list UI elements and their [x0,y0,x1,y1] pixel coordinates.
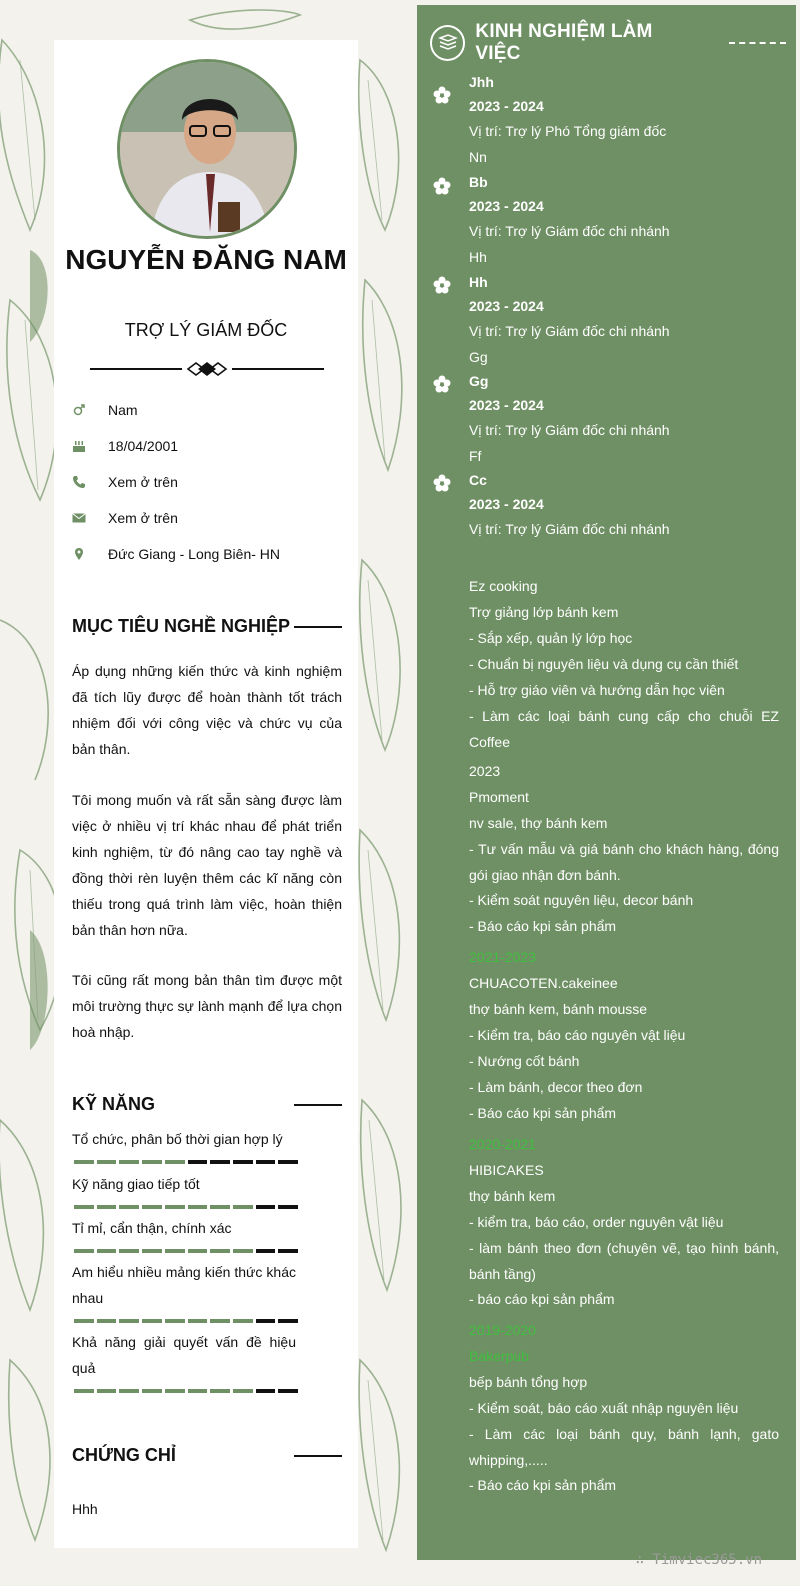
skill-level-bar [74,1160,298,1164]
certificates-heading-line [294,1455,342,1457]
skill-level-segment [74,1319,94,1323]
job-duty: - Hỗ trợ giáo viên và hướng dẫn học viên [469,682,725,698]
skill-name: Kỹ năng giao tiếp tốt [72,1176,200,1192]
skill-level-segment [97,1249,117,1253]
skill-level-segment [210,1160,230,1164]
job-company: CHUACOTEN.cakeinee [469,975,618,991]
certificates-heading [72,1445,342,1466]
job-duty: - báo cáo kpi sản phẩm [469,1291,615,1307]
skill-level-segment [188,1160,208,1164]
skill-level-segment [97,1205,117,1209]
objective-heading [72,616,342,637]
skill-level-segment [119,1319,139,1323]
skill-level-segment [165,1319,185,1323]
job-company: Bakerpub [469,1348,529,1364]
skill-name: Tổ chức, phân bố thời gian hợp lý [72,1131,283,1147]
skill-level-segment [256,1319,276,1323]
skill-level-segment [233,1205,253,1209]
job-year: 2020-2021 [469,1136,536,1152]
avatar [117,59,297,239]
skill-level-segment [256,1249,276,1253]
skills-heading-line [294,1104,342,1106]
skill-level-segment [256,1160,276,1164]
skill-level-segment [165,1160,185,1164]
skills-heading [72,1094,342,1115]
skill-level-segment [74,1249,94,1253]
birthday-cake-icon [72,439,86,453]
skill-level-segment [278,1205,298,1209]
skill-level-bar [74,1205,298,1209]
skill-level-segment [256,1389,276,1393]
job-company: Pmoment [469,789,529,805]
skill-level-segment [188,1319,208,1323]
info-phone: Xem ở trên [108,474,178,490]
skill-level-segment [233,1249,253,1253]
info-address: Đức Giang - Long Biên- HN [108,546,280,562]
job-company: Ez cooking [469,578,538,594]
job-duty: - Báo cáo kpi sản phẩm [469,1105,617,1121]
job-year: 2019-2020 [469,1322,536,1338]
name-divider [90,362,324,376]
flower-bullet-icon [433,86,451,104]
skill-level-segment [278,1160,298,1164]
experience-position: Vị trí: Trợ lý Phó Tổng giám đốc [469,123,667,139]
experience-icon-circle [430,25,465,61]
job-duty: - Kiểm soát nguyên liệu, decor bánh [469,892,694,908]
skill-level-segment [142,1389,162,1393]
skill-level-segment [210,1205,230,1209]
experience-company: Jhh [469,74,494,90]
skill-level-segment [97,1160,117,1164]
skill-level-segment [165,1249,185,1253]
experience-period: 2023 - 2024 [469,98,544,114]
skill-level-segment [74,1205,94,1209]
skill-level-segment [210,1319,230,1323]
phone-icon [72,475,86,489]
envelope-icon [72,511,86,525]
skill-level-segment [165,1205,185,1209]
experience-period: 2023 - 2024 [469,397,544,413]
job-duty: - làm bánh theo đơn (chuyên vẽ, tạo hình bánh, bánh tầng) [469,1240,779,1282]
experience-company: Cc [469,472,487,488]
skill-level-segment [142,1319,162,1323]
experience-period: 2023 - 2024 [469,298,544,314]
job-title: TRỢ LÝ GIÁM ĐỐC [124,320,288,340]
job-role: Trợ giảng lớp bánh kem [469,604,619,620]
skill-level-segment [97,1389,117,1393]
job-duty: - Sắp xếp, quản lý lớp học [469,630,633,646]
job-role: thợ bánh kem, bánh mousse [469,1001,648,1017]
info-row-phone [72,472,178,492]
flower-bullet-icon [433,375,451,393]
info-row-address [72,544,280,564]
experience-note: Nn [469,149,487,165]
skill-level-segment [74,1389,94,1393]
job-duty: - Tư vấn mẫu và giá bánh cho khách hàng, đóng gói giao nhận đơn bánh. [469,841,779,883]
skill-level-segment [210,1389,230,1393]
experience-company: Hh [469,274,488,290]
flower-bullet-icon [433,474,451,492]
certificates-heading-text: CHỨNG CHỈ [72,1445,176,1465]
skill-level-segment [233,1160,253,1164]
experience-note: Ff [469,448,482,464]
watermark: ∴ Timviec365.vn [635,1552,762,1568]
flower-bullet-icon [433,177,451,195]
experience-note: Gg [469,349,488,365]
objective-heading-text: MỤC TIÊU NGHỀ NGHIỆP [72,616,291,636]
experience-position: Vị trí: Trợ lý Giám đốc chi nhánh [469,521,670,537]
objective-paragraph-2: Tôi mong muốn và rất sẵn sàng được làm việc ở nhiều vị trí khác nhau để phát triển kinh nghiệm, từ đó nâng cao tay nghề và đồng thời rèn luyện thêm các kĩ năng còn thiếu trong quá trình làm việc, hoàn thiện bản thân hơn nữa. [72,792,342,938]
job-duty: - Kiểm soát, báo cáo xuất nhập nguyên liệu [469,1400,739,1416]
experience-position: Vị trí: Trợ lý Giám đốc chi nhánh [469,323,670,339]
skill-level-segment [119,1205,139,1209]
experience-heading [430,21,786,64]
job-duty: - Báo cáo kpi sản phẩm [469,918,617,934]
info-row-gender [72,400,138,420]
job-role: bếp bánh tổng hợp [469,1374,588,1390]
info-email: Xem ở trên [108,510,178,526]
experience-period: 2023 - 2024 [469,198,544,214]
skill-level-bar [74,1319,298,1323]
skill-name: Am hiểu nhiều mảng kiến thức khác nhau [72,1264,296,1306]
info-gender: Nam [108,402,138,418]
skill-name: Khả năng giải quyết vấn đề hiệu quả [72,1334,296,1376]
job-duty: - Báo cáo kpi sản phẩm [469,1477,617,1493]
skill-level-segment [119,1160,139,1164]
experience-period: 2023 - 2024 [469,496,544,512]
objective-paragraph-3: Tôi cũng rất mong bản thân tìm được một môi trường thực sự lành mạnh để lựa chọn hoà nhập. [72,972,342,1040]
info-birthday: 18/04/2001 [108,438,179,454]
skill-level-segment [278,1389,298,1393]
skill-name: Tỉ mỉ, cẩn thận, chính xác [72,1220,232,1236]
skill-level-segment [233,1319,253,1323]
objective-paragraph-1: Áp dụng những kiến thức và kinh nghiệm đã tích lũy được để hoàn thành tốt trách nhiệm đối với công việc và chức vụ của bản thân. [72,663,342,757]
info-row-birthday [72,436,178,456]
job-duty: - Làm các loại bánh quy, bánh lạnh, gato whipping,..... [469,1426,779,1468]
briefcase-stack-icon [438,34,458,52]
skill-level-segment [278,1249,298,1253]
experience-company: Bb [469,174,488,190]
avatar-photo [120,62,297,239]
gender-icon [72,403,86,417]
objective-heading-line [294,626,342,628]
candidate-name: NGUYỄN ĐĂNG NAM [65,244,347,275]
experience-heading-dash [729,42,786,44]
experience-heading-text: KINH NGHIỆM LÀM VIỆC [475,21,653,64]
skill-level-segment [256,1205,276,1209]
experience-note: Hh [469,249,487,265]
job-year: 2021-2023 [469,949,536,965]
skill-level-segment [233,1389,253,1393]
experience-position: Vị trí: Trợ lý Giám đốc chi nhánh [469,422,670,438]
job-company: HIBICAKES [469,1162,544,1178]
job-year: 2023 [469,763,501,779]
skill-level-segment [188,1389,208,1393]
skill-level-segment [119,1249,139,1253]
job-duty: - kiểm tra, báo cáo, order nguyên vật liệu [469,1214,724,1230]
skill-level-segment [165,1389,185,1393]
skill-level-segment [278,1319,298,1323]
skill-level-segment [74,1160,94,1164]
flower-bullet-icon [433,276,451,294]
skill-level-segment [188,1205,208,1209]
job-duty: - Làm bánh, decor theo đơn [469,1079,643,1095]
job-duty: - Làm các loại bánh cung cấp cho chuỗi EZ Coffee [469,708,779,750]
skills-heading-text: KỸ NĂNG [72,1094,156,1114]
job-role: thợ bánh kem [469,1188,556,1204]
skill-level-segment [188,1249,208,1253]
job-duty: - Kiểm tra, báo cáo nguyên vật liệu [469,1027,686,1043]
info-row-email [72,508,178,528]
skill-level-segment [119,1389,139,1393]
experience-company: Gg [469,373,489,389]
skill-level-bar [74,1249,298,1253]
skill-level-segment [210,1249,230,1253]
skill-level-segment [97,1319,117,1323]
certificate-item: Hhh [72,1501,98,1517]
skill-level-bar [74,1389,298,1393]
job-role: nv sale, thợ bánh kem [469,815,608,831]
job-duty: - Chuẩn bị nguyên liệu và dụng cụ cần thiết [469,656,739,672]
experience-position: Vị trí: Trợ lý Giám đốc chi nhánh [469,223,670,239]
skill-level-segment [142,1205,162,1209]
skill-level-segment [142,1160,162,1164]
skill-level-segment [142,1249,162,1253]
map-marker-icon [72,547,86,561]
job-duty: - Nướng cốt bánh [469,1053,580,1069]
